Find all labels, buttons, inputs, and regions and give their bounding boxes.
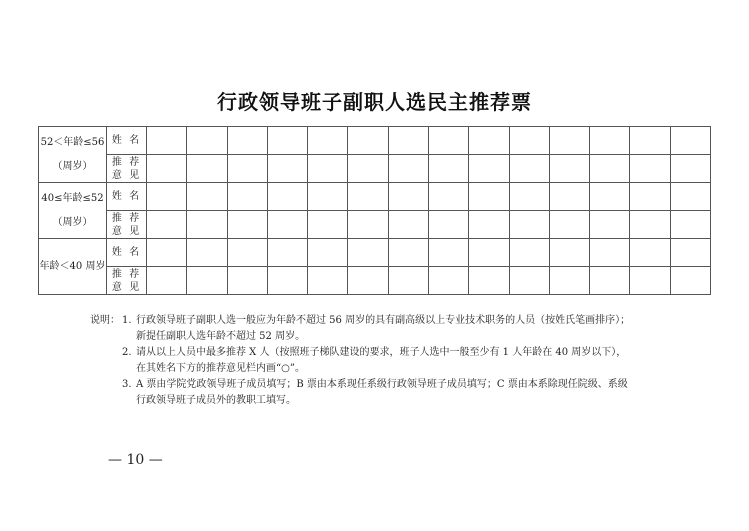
recommendation-mark-cell[interactable] [630, 267, 670, 295]
recommendation-mark-cell[interactable] [267, 155, 307, 183]
note-number: 2. [122, 347, 132, 358]
age-range-text: 52＜年龄≤56 [40, 136, 105, 148]
age-group-label [39, 183, 107, 239]
recommendation-mark-cell[interactable] [549, 211, 589, 239]
recommendation-mark-cell[interactable] [348, 211, 388, 239]
name-row [39, 239, 711, 267]
recommendation-mark-cell[interactable] [308, 211, 348, 239]
recommendation-mark-cell[interactable] [308, 267, 348, 295]
note-text: 新提任副职人选年龄不超过 52 周岁。 [136, 331, 306, 342]
recommendation-mark-cell[interactable] [670, 267, 710, 295]
name-row [39, 183, 711, 211]
recommendation-label [107, 155, 147, 183]
note-number: 3. [122, 379, 132, 390]
candidate-name-cell[interactable] [348, 127, 388, 155]
candidate-name-cell[interactable] [509, 183, 549, 211]
name-label: 姓 名 [107, 239, 147, 267]
recommendation-mark-cell[interactable] [267, 211, 307, 239]
candidate-name-cell[interactable] [549, 183, 589, 211]
candidate-name-cell[interactable] [308, 183, 348, 211]
note-number: 1. [122, 315, 132, 326]
recommendation-mark-cell[interactable] [348, 155, 388, 183]
recommendation-label [107, 267, 147, 295]
recommendation-row [39, 155, 711, 183]
candidate-name-cell[interactable] [227, 239, 267, 267]
name-label: 姓 名 [107, 183, 147, 211]
note-text: 行政领导班子成员外的教职工填写。 [136, 395, 296, 406]
candidate-name-cell[interactable] [428, 127, 468, 155]
candidate-name-cell[interactable] [549, 127, 589, 155]
recommendation-mark-cell[interactable] [590, 155, 630, 183]
note-text: 请从以上人员中最多推荐 X 人（按照班子梯队建设的要求，班子人选中一般至少有 1 人年龄在 40 周岁以下）， [136, 347, 627, 358]
recommendation-mark-cell[interactable] [428, 155, 468, 183]
recommendation-mark-cell[interactable] [590, 267, 630, 295]
recommendation-mark-cell[interactable] [549, 267, 589, 295]
candidate-name-cell[interactable] [469, 183, 509, 211]
document-title: 行政领导班子副职人选民主推荐票 [217, 90, 532, 114]
recommendation-mark-cell[interactable] [428, 211, 468, 239]
candidate-name-cell[interactable] [348, 183, 388, 211]
age-unit-text: （周岁） [52, 160, 93, 172]
recommendation-label-line2: 意 见 [111, 281, 142, 293]
age-unit-text: （周岁） [52, 216, 93, 228]
candidate-name-cell[interactable] [630, 183, 670, 211]
recommendation-mark-cell[interactable] [267, 267, 307, 295]
recommendation-mark-cell[interactable] [147, 267, 187, 295]
recommendation-mark-cell[interactable] [348, 267, 388, 295]
candidate-name-cell[interactable] [147, 239, 187, 267]
recommendation-mark-cell[interactable] [509, 267, 549, 295]
recommendation-label-line1: 推 荐 [111, 268, 142, 280]
recommendation-label-line1: 推 荐 [111, 156, 142, 168]
recommendation-mark-cell[interactable] [428, 267, 468, 295]
recommendation-label-line1: 推 荐 [111, 212, 142, 224]
candidate-name-cell[interactable] [590, 239, 630, 267]
note-item-1-continued [90, 329, 690, 345]
recommendation-label [107, 211, 147, 239]
recommendation-mark-cell[interactable] [630, 211, 670, 239]
recommendation-mark-cell[interactable] [509, 211, 549, 239]
recommendation-mark-cell[interactable] [670, 155, 710, 183]
recommendation-mark-cell[interactable] [388, 211, 428, 239]
candidate-name-cell[interactable] [469, 127, 509, 155]
recommendation-mark-cell[interactable] [227, 211, 267, 239]
candidate-name-cell[interactable] [428, 239, 468, 267]
candidate-name-cell[interactable] [147, 127, 187, 155]
candidate-name-cell[interactable] [388, 239, 428, 267]
candidate-name-cell[interactable] [147, 183, 187, 211]
recommendation-mark-cell[interactable] [469, 267, 509, 295]
recommendation-label-line2: 意 见 [111, 169, 142, 181]
recommendation-mark-cell[interactable] [147, 155, 187, 183]
candidate-name-cell[interactable] [509, 239, 549, 267]
age-range-text: 40≤年龄≤52 [41, 192, 104, 204]
candidate-name-cell[interactable] [187, 239, 227, 267]
recommendation-mark-cell[interactable] [147, 211, 187, 239]
recommendation-mark-cell[interactable] [187, 155, 227, 183]
candidate-name-cell[interactable] [590, 183, 630, 211]
note-item-2-continued [90, 361, 690, 377]
note-text: 在其姓名下方的推荐意见栏内画“○”。 [136, 363, 305, 374]
candidate-name-cell[interactable] [348, 239, 388, 267]
candidate-name-cell[interactable] [590, 127, 630, 155]
recommendation-mark-cell[interactable] [630, 155, 670, 183]
recommendation-mark-cell[interactable] [388, 267, 428, 295]
note-text: 行政领导班子副职人选一般应为年龄不超过 56 周岁的具有副高级以上专业技术职务的人员（按姓氏笔画排序）； [136, 315, 631, 326]
candidate-name-cell[interactable] [267, 239, 307, 267]
candidate-name-cell[interactable] [227, 127, 267, 155]
candidate-name-cell[interactable] [227, 183, 267, 211]
candidate-name-cell[interactable] [630, 127, 670, 155]
notes-prefix: 说明： [90, 315, 120, 326]
recommendation-mark-cell[interactable] [308, 155, 348, 183]
recommendation-mark-cell[interactable] [670, 211, 710, 239]
candidate-name-cell[interactable] [308, 127, 348, 155]
candidate-name-cell[interactable] [187, 127, 227, 155]
candidate-name-cell[interactable] [630, 239, 670, 267]
recommendation-mark-cell[interactable] [187, 267, 227, 295]
candidate-name-cell[interactable] [388, 127, 428, 155]
recommendation-mark-cell[interactable] [227, 267, 267, 295]
candidate-name-cell[interactable] [267, 127, 307, 155]
recommendation-ballot-table [38, 126, 711, 295]
recommendation-row [39, 211, 711, 239]
note-item-3-continued [90, 393, 690, 409]
recommendation-mark-cell[interactable] [549, 155, 589, 183]
name-row [39, 127, 711, 155]
candidate-name-cell[interactable] [469, 239, 509, 267]
recommendation-mark-cell[interactable] [590, 211, 630, 239]
candidate-name-cell[interactable] [388, 183, 428, 211]
candidate-name-cell[interactable] [670, 127, 710, 155]
note-item-1 [90, 313, 690, 329]
recommendation-mark-cell[interactable] [509, 155, 549, 183]
recommendation-label-line2: 意 见 [111, 225, 142, 237]
recommendation-mark-cell[interactable] [388, 155, 428, 183]
name-label: 姓 名 [107, 127, 147, 155]
candidate-name-cell[interactable] [670, 239, 710, 267]
candidate-name-cell[interactable] [187, 183, 227, 211]
age-range-text: 年龄＜40 周岁 [39, 260, 106, 272]
recommendation-mark-cell[interactable] [469, 155, 509, 183]
recommendation-mark-cell[interactable] [469, 211, 509, 239]
candidate-name-cell[interactable] [267, 183, 307, 211]
note-item-3 [90, 377, 690, 393]
notes-section [90, 313, 690, 409]
age-group-label [39, 127, 107, 183]
recommendation-mark-cell[interactable] [227, 155, 267, 183]
recommendation-mark-cell[interactable] [187, 211, 227, 239]
candidate-name-cell[interactable] [428, 183, 468, 211]
candidate-name-cell[interactable] [308, 239, 348, 267]
age-group-label [39, 239, 107, 295]
candidate-name-cell[interactable] [509, 127, 549, 155]
page-number: — 10 — [108, 452, 163, 468]
candidate-name-cell[interactable] [549, 239, 589, 267]
note-item-2 [90, 345, 690, 361]
recommendation-row [39, 267, 711, 295]
note-text: A 票由学院党政领导班子成员填写；B 票由本系现任系级行政领导班子成员填写；C 票由本系除现任院级、系级 [136, 379, 628, 390]
candidate-name-cell[interactable] [670, 183, 710, 211]
